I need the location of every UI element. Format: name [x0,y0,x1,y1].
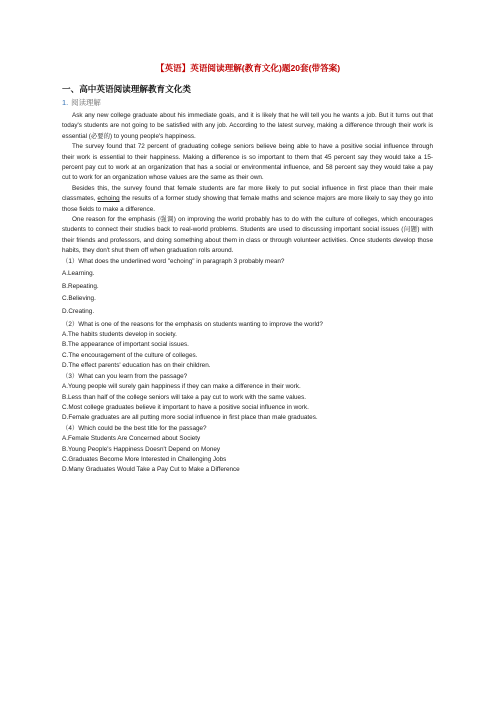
option-d: D.Creating. [62,308,95,316]
sub-heading-text: 阅读理解 [71,98,101,107]
question-prompt: （4）Which could be the best title for the passage? [62,424,207,432]
option-d: D.The effect parents' education has on their children. [62,362,211,370]
option-a: A.The habits students develop in society. [62,331,177,339]
option-b: B.Less than half of the college seniors will take a pay cut to work with the same values. [62,393,307,401]
option-c: C.Graduates Become More Interested in Challenging Jobs [62,455,227,463]
question-prompt: （1）What does the underlined word "echoing" in paragraph 3 probably mean? [62,257,285,265]
question-prompt: （2）What is one of the reasons for the emphasis on students wanting to improve the world? [62,320,323,328]
option-c: C.Most college graduates believe it important to have a positive social influence in work. [62,403,309,411]
option-c: C.The encouragement of the culture of colleges. [62,351,198,359]
option-b: B.The appearance of important social issues. [62,341,189,349]
option-a: A.Female Students Are Concerned about Society [62,435,201,443]
paragraph-1: Ask any new college graduate about his immediate goals, and it is likely that he will tell you he wants a job. But it turns out that today's students are not going to be satisfied with any job. According to the latest survey, making a difference through their work is essential (必要的) to young people's happiness. [62,112,433,140]
question-2 [62,320,433,372]
passage-body [62,111,433,476]
option-a: A.Young people will surely gain happiness if they can make a difference in their work. [62,383,301,391]
paragraph-3-after: the results of a former study showing that female maths and science majors are more likely to say they go into those fields to make a difference. [62,195,433,213]
option-c: C.Believing. [62,295,96,303]
option-d: D.Female graduates are all putting more social influence in first place than male graduates. [62,414,318,422]
paragraph-3 [62,184,433,215]
option-d: D.Many Graduates Would Take a Pay Cut to Make a Difference [62,466,240,474]
option-b: B.Repeating. [62,282,99,290]
section-heading: 一、高中英语阅读理解教育文化类 [62,84,191,94]
option-b: B.Young People's Happiness Doesn't Depend on Money [62,445,221,453]
option-a: A.Learning. [62,270,95,278]
paragraph-3-before: Besides this, the survey found that female students are far more likely to put social influence in first place than their male classmates, [62,184,433,203]
sub-heading [62,98,101,108]
sub-heading-number: 1. [62,98,69,107]
underlined-word: echoing [97,195,120,203]
question-4 [62,424,433,476]
question-1 [62,257,433,320]
question-3 [62,372,433,424]
paragraph-2: The survey found that 72 percent of graduating college seniors believe being able to have a positive social influence through their work is essential to their happiness. Making a difference is so important to them that 45 percent say they would take a 15-percent pay cut to work at an organization that has a social or environmental influence, and 58 percent say they would take a pay cut to work for an organization whose values are the same as their own. [62,143,433,182]
paragraph-4: One reason for the emphasis (强调) on improving the world probably has to do with the culture of colleges, which encourages students to connect their studies back to real-world problems. Students are used to discussing important social issues (问题) with their friends and professors, and doing something about them in class or through volunteer activities. Once students develop those habits, they don't shut them off when graduation rolls around. [62,216,433,255]
question-prompt: （3）What can you learn from the passage? [62,372,188,380]
document-title: 【英语】英语阅读理解(教育文化)题20套(带答案) [155,63,341,73]
